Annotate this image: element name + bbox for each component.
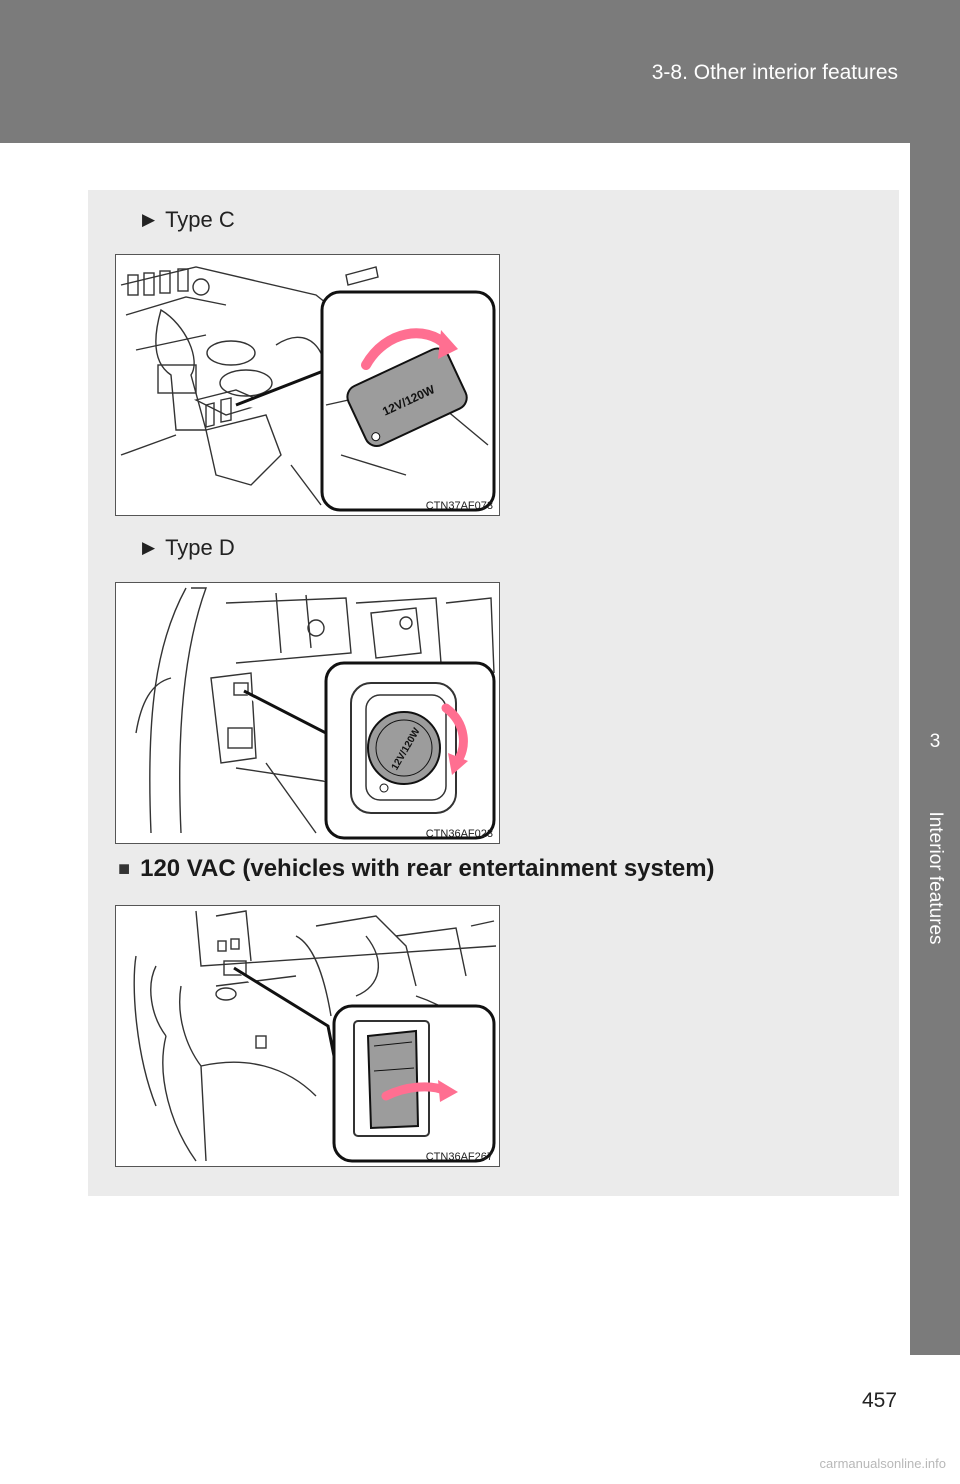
triangle-right-icon: ▶ bbox=[142, 538, 156, 557]
page-header bbox=[0, 0, 960, 143]
figure-type-d bbox=[115, 582, 500, 844]
outlet-rating-text: 12V/120W bbox=[380, 382, 437, 419]
square-bullet-icon: ■ bbox=[118, 857, 131, 880]
watermark: carmanualsonline.info bbox=[819, 1456, 946, 1471]
section-title: 3-8. Other interior features bbox=[651, 61, 898, 84]
section-heading-text: 120 VAC (vehicles with rear entertainment system) bbox=[140, 855, 715, 882]
type-c-label bbox=[142, 207, 235, 233]
figure-code: CTN36AF267 bbox=[425, 1151, 493, 1163]
figure-code: CTN36AF023 bbox=[425, 828, 493, 840]
type-d-label bbox=[142, 535, 235, 561]
chapter-label: Interior features bbox=[925, 811, 946, 945]
triangle-right-icon: ▶ bbox=[142, 210, 156, 229]
outlet-rating-text: 12V/120W bbox=[389, 726, 423, 773]
cargo-outlet-illustration bbox=[116, 583, 499, 843]
type-c-label-text: Type C bbox=[165, 207, 235, 232]
page-number: 457 bbox=[862, 1389, 898, 1412]
chapter-number: 3 bbox=[929, 731, 941, 752]
type-d-label-text: Type D bbox=[165, 535, 235, 560]
console-outlet-illustration bbox=[116, 255, 499, 515]
figure-code: CTN37AF073 bbox=[425, 500, 493, 512]
rear-seat-outlet-illustration bbox=[116, 906, 499, 1166]
section-heading bbox=[118, 855, 715, 883]
content-panel bbox=[88, 190, 899, 1196]
chapter-side-tab bbox=[910, 143, 960, 1355]
figure-type-c bbox=[115, 254, 500, 516]
figure-120vac bbox=[115, 905, 500, 1167]
